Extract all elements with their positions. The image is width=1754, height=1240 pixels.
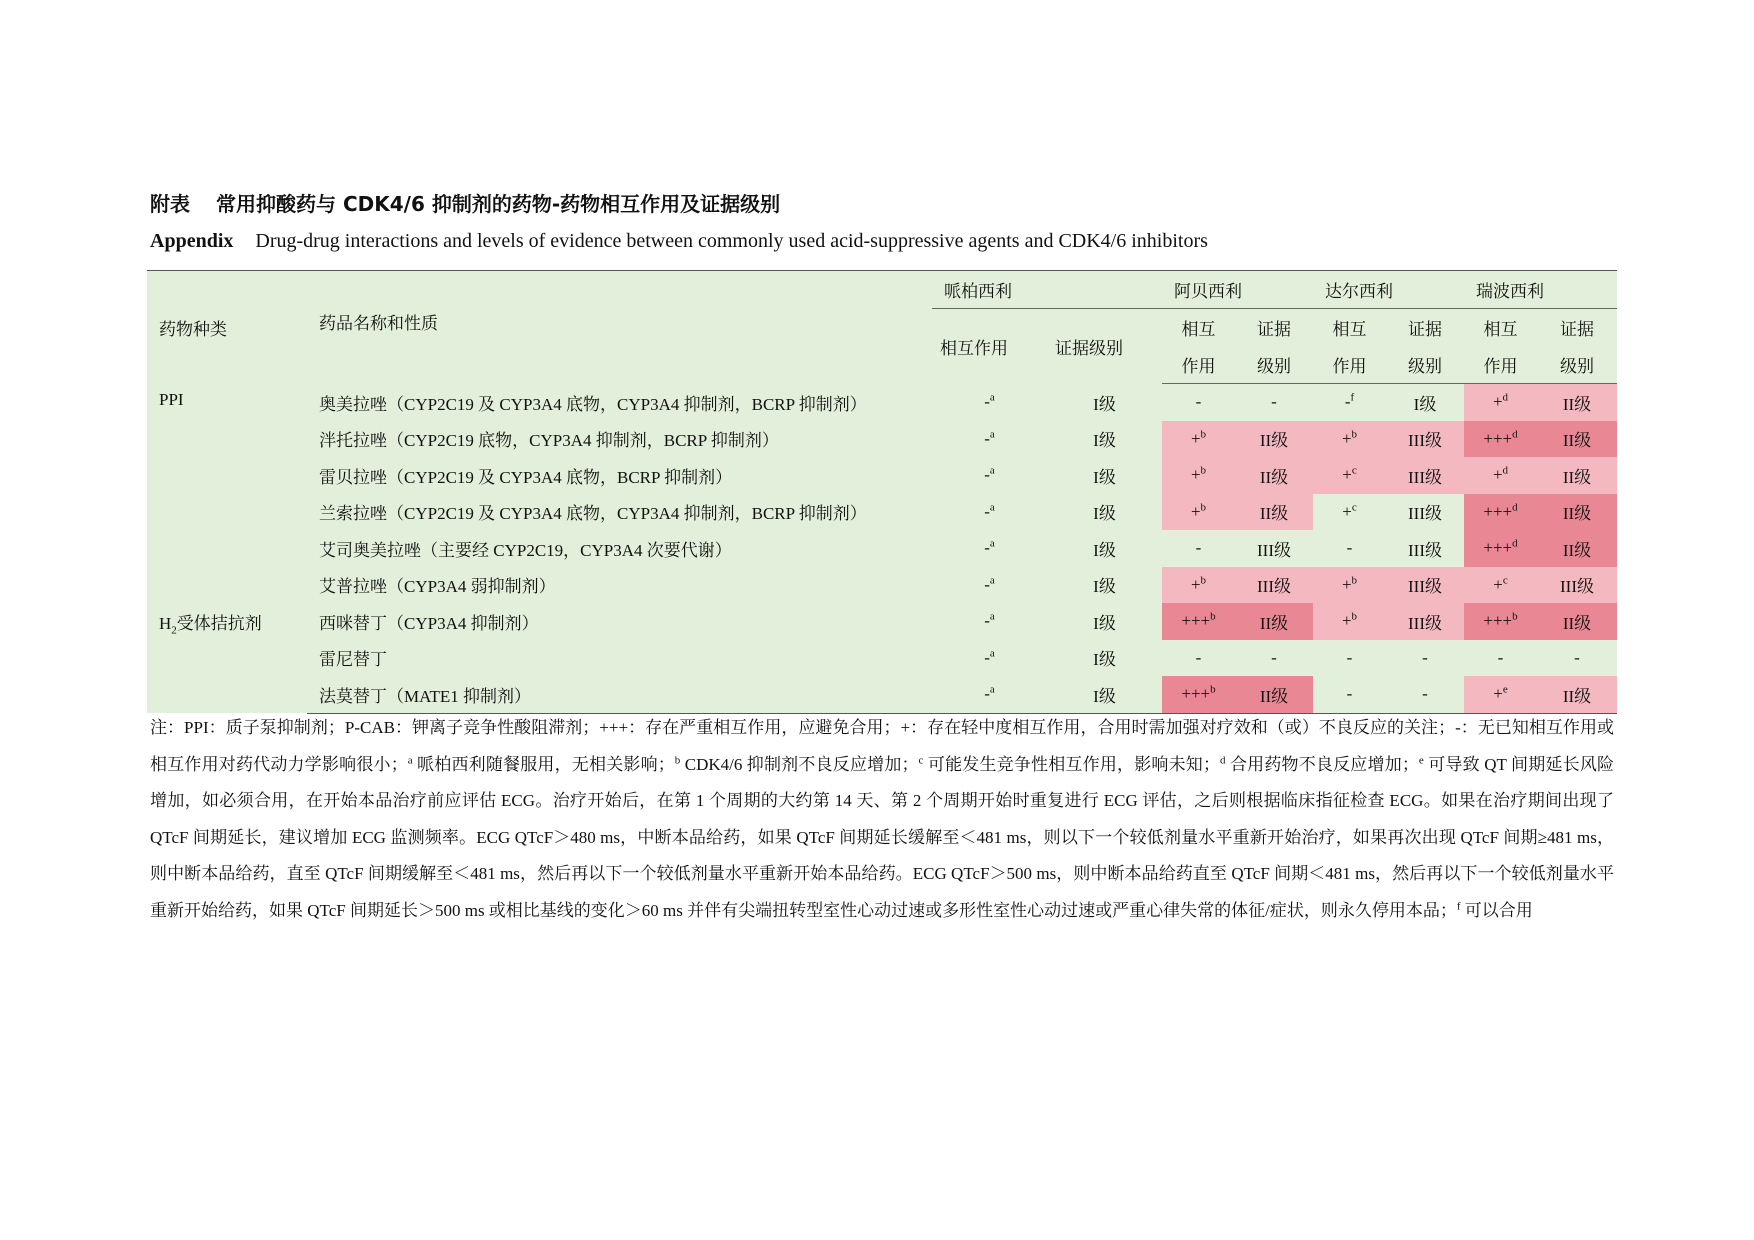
note-text: 可导致 QT 间期延长风险增加，如必须合用，在开始本品治疗前应评估 ECG。治疗开始后，在第 1 个周期的大约第 14 天、第 2 个周期开始时重复进行 ECG 评估，之后则根据临床指征检查 ECG。如果在治疗期间出现了 QTcF 间期延长，建议增加 ECG 监测频率。ECG QTcF＞480 ms，中断本品给药，如果 QTcF 间期延长缓解至＜481 ms，则以下一个较低剂量水平重新开始治疗，如果再次出现 QTcF 间期≥481 ms，则中断本品给药，直至 QTcF 间期缓解至＜481 ms，然后再以下一个较低剂量水平重新开始本品给药。ECG QTcF＞500 ms，则中断本品给药直至 QTcF 间期＜481 ms，然后再以下一个较低剂量水平重新开始给药，如果 QTcF 间期延长＞500 ms 或相比基线的变化＞60 ms 并伴有尖端扭转型室性心动过速或多形性室性心动过速或严重心律失常的体征/症状，则永久停用本品；: [150, 754, 1615, 920]
cell-value: -: [984, 684, 990, 704]
cell-footnote: a: [989, 574, 995, 587]
table-row: [147, 603, 1617, 640]
cell-footnote: a: [989, 683, 995, 696]
evidence-cell: [1235, 421, 1313, 458]
evidence-cell: [1047, 567, 1162, 604]
interaction-cell: [1162, 640, 1235, 677]
table-title-en: [150, 230, 1208, 253]
note-sup: a: [407, 753, 413, 766]
interaction-cell: [932, 640, 1047, 677]
evidence-cell: [1537, 603, 1617, 640]
header-ribo-evidence-1: 证据: [1560, 320, 1594, 339]
cell-value: -: [1497, 647, 1504, 667]
note-sup: c: [918, 753, 924, 766]
cell-value: I级: [1093, 431, 1116, 451]
cell-value: -: [1344, 392, 1351, 412]
cell-footnote: a: [989, 610, 995, 623]
cell-footnote: f: [1350, 391, 1355, 404]
cell-value: III级: [1408, 504, 1442, 524]
header-palbo-interaction: 相互作用: [940, 338, 1008, 358]
cell-value: +: [1493, 574, 1503, 594]
cell-footnote: d: [1512, 501, 1518, 514]
interaction-cell: [1464, 494, 1537, 531]
cell-value: II级: [1259, 686, 1289, 706]
note-text: 可以合用: [1460, 900, 1533, 920]
interaction-cell: [1313, 640, 1386, 677]
cell-value: -: [984, 465, 990, 485]
evidence-cell: [1537, 530, 1617, 567]
cell-value: III级: [1560, 577, 1594, 597]
header-abema-interaction-2: 作用: [1162, 346, 1235, 384]
note-sup: b: [674, 753, 681, 766]
cell-value: I级: [1093, 504, 1116, 524]
cell-value: -: [984, 611, 990, 631]
evidence-cell: [1235, 530, 1313, 567]
cell-value: I级: [1093, 686, 1116, 706]
cell-value: -: [1346, 647, 1353, 667]
note-sup: f: [1456, 899, 1461, 912]
table-row: [147, 640, 1617, 677]
evidence-cell: [1047, 676, 1162, 713]
cell-value: III级: [1257, 540, 1291, 560]
cell-value: II级: [1562, 686, 1592, 706]
h2-subscript: 2: [171, 623, 177, 636]
cell-value: +++: [1181, 684, 1211, 704]
interaction-cell: [1162, 567, 1235, 604]
h2-prefix: H: [159, 613, 172, 633]
cell-value: +: [1190, 501, 1201, 521]
cell-footnote: b: [1351, 574, 1358, 587]
interaction-table: [147, 270, 1617, 714]
note-sup: e: [1418, 753, 1424, 766]
interaction-cell: [1313, 530, 1386, 567]
cell-value: +: [1492, 465, 1503, 485]
cell-footnote: a: [989, 647, 995, 660]
evidence-cell: [1386, 421, 1464, 458]
header-abema-interaction-1: 相互: [1181, 320, 1216, 339]
cell-value: -: [984, 574, 990, 594]
evidence-cell: [1047, 494, 1162, 531]
cell-value: +: [1190, 428, 1201, 448]
table-row: [147, 530, 1617, 567]
interaction-cell: [932, 567, 1047, 604]
cell-value: +: [1190, 465, 1201, 485]
interaction-cell: [1162, 530, 1235, 567]
drug-name: 兰索拉唑（CYP2C19 及 CYP3A4 底物，CYP3A4 抑制剂，BCRP 抑制剂）: [307, 494, 932, 531]
cell-value: III级: [1408, 431, 1442, 451]
cell-value: III级: [1257, 577, 1291, 597]
cell-footnote: d: [1512, 537, 1518, 550]
cell-footnote: b: [1210, 683, 1216, 696]
interaction-cell: [1313, 421, 1386, 458]
cell-value: +: [1493, 684, 1503, 704]
evidence-cell: [1537, 567, 1617, 604]
header-dalpiciclib: 达尔西利: [1313, 271, 1464, 309]
interaction-cell: [1464, 457, 1537, 494]
cell-value: +: [1341, 611, 1352, 631]
header-ribo-interaction-2: 作用: [1464, 346, 1537, 384]
cell-footnote: c: [1351, 464, 1357, 477]
cell-footnote: a: [989, 537, 995, 550]
interaction-cell: [1162, 676, 1235, 713]
note-intro: 注：PPI：质子泵抑制剂；P-CAB：钾离子竞争性酸阻滞剂；+++：存在严重相互作用，应避免合用；+：存在轻中度相互作用，合用时需加强对疗效和（或）不良反应的关注；-：无已知相互作用或相互作用对药代动力学影响很小；: [150, 718, 1614, 774]
cell-value: II级: [1259, 504, 1289, 524]
title-en-label: Appendix: [150, 230, 234, 252]
evidence-cell: [1235, 640, 1313, 677]
cell-value: -: [984, 392, 990, 411]
header-ribociclib: 瑞波西利: [1464, 271, 1617, 309]
cell-value: I级: [1093, 650, 1116, 670]
evidence-cell: [1235, 494, 1313, 531]
interaction-cell: [1313, 494, 1386, 531]
note-text: 可能发生竞争性相互作用，影响未知；: [923, 754, 1220, 774]
cell-value: -: [1422, 647, 1428, 667]
note-text: 哌柏西利随餐服用，无相关影响；: [412, 754, 675, 774]
cell-footnote: b: [1512, 610, 1518, 623]
cell-value: III级: [1408, 467, 1442, 487]
cell-value: -: [1195, 538, 1202, 558]
cell-value: +++: [1483, 611, 1513, 631]
cell-footnote: b: [1351, 610, 1358, 623]
header-dalpi-interaction-2: 作用: [1313, 346, 1386, 384]
cell-value: III级: [1408, 577, 1442, 597]
evidence-cell: [1235, 384, 1313, 421]
cell-value: +++: [1483, 428, 1513, 448]
interaction-cell: [932, 494, 1047, 531]
table-header: [147, 271, 1617, 384]
cell-value: II级: [1562, 540, 1592, 560]
interaction-cell: [932, 676, 1047, 713]
evidence-cell: [1235, 676, 1313, 713]
interaction-cell: [1313, 676, 1386, 713]
cell-value: -: [1195, 647, 1202, 667]
cell-value: -: [1422, 684, 1428, 704]
cell-value: II级: [1259, 613, 1289, 633]
cell-value: I级: [1093, 540, 1116, 560]
cell-value: II级: [1562, 394, 1592, 414]
header-category: 药物种类: [147, 271, 307, 384]
cell-value: I级: [1093, 394, 1116, 414]
table-footnote: [150, 710, 1614, 929]
title-cn-label: 附表: [150, 192, 190, 216]
interaction-cell: [1162, 603, 1235, 640]
cell-footnote: d: [1502, 464, 1509, 477]
cell-footnote: d: [1502, 391, 1509, 404]
cell-value: II级: [1562, 504, 1592, 524]
evidence-cell: [1386, 530, 1464, 567]
cell-footnote: b: [1351, 428, 1358, 441]
table-row: [147, 384, 1617, 421]
cell-value: +: [1190, 574, 1201, 594]
cell-footnote: e: [1502, 683, 1508, 696]
cell-footnote: a: [989, 501, 995, 514]
h2-suffix: 受体拮抗剂: [176, 613, 262, 633]
table-body: [147, 384, 1617, 714]
evidence-cell: [1047, 384, 1162, 421]
header-palbo-evidence: 证据级别: [1055, 338, 1123, 358]
cell-value: -: [1271, 647, 1277, 667]
interaction-cell: [1313, 457, 1386, 494]
evidence-cell: [1537, 421, 1617, 458]
cell-value: II级: [1562, 613, 1592, 633]
cell-footnote: c: [1502, 574, 1508, 587]
cell-value: +: [1342, 501, 1352, 521]
evidence-cell: [1386, 457, 1464, 494]
evidence-cell: [1537, 640, 1617, 677]
evidence-cell: [1047, 421, 1162, 458]
header-ribo-evidence-2: 级别: [1537, 346, 1617, 384]
evidence-cell: [1386, 676, 1464, 713]
cell-footnote: a: [989, 428, 995, 441]
cell-value: +: [1341, 574, 1352, 594]
drug-name: 雷尼替丁: [307, 640, 932, 677]
cell-footnote: c: [1351, 501, 1357, 514]
evidence-cell: [1235, 567, 1313, 604]
cell-footnote: b: [1200, 501, 1207, 514]
table-row: [147, 457, 1617, 494]
cell-value: +: [1341, 428, 1352, 448]
interaction-cell: [1464, 421, 1537, 458]
cell-footnote: b: [1200, 574, 1207, 587]
title-en-text: Drug-drug interactions and levels of evidence between commonly used acid-suppressive agents and CDK4/6 inhibitors: [255, 230, 1208, 252]
table-row: [147, 567, 1617, 604]
cell-footnote: d: [1512, 428, 1518, 441]
evidence-cell: [1047, 457, 1162, 494]
cell-value: II级: [1562, 431, 1592, 451]
cell-value: +: [1492, 392, 1503, 412]
cell-value: I级: [1093, 467, 1116, 487]
header-abemaciclib: 阿贝西利: [1162, 271, 1313, 309]
drug-name: 雷贝拉唑（CYP2C19 及 CYP3A4 底物，BCRP 抑制剂）: [307, 457, 932, 494]
interaction-cell: [1464, 567, 1537, 604]
cell-value: -: [1195, 392, 1202, 412]
table-row: [147, 676, 1617, 713]
evidence-cell: [1537, 384, 1617, 421]
interaction-cell: [1162, 457, 1235, 494]
drug-name: 艾普拉唑（CYP3A4 弱抑制剂）: [307, 567, 932, 604]
note-text: 合用药物不良反应增加；: [1225, 754, 1419, 774]
evidence-cell: [1386, 494, 1464, 531]
cell-value: -: [984, 538, 990, 558]
table-row: [147, 494, 1617, 531]
drug-name: 奥美拉唑（CYP2C19 及 CYP3A4 底物，CYP3A4 抑制剂，BCRP 抑制剂）: [307, 384, 932, 421]
cell-value: +++: [1483, 538, 1513, 558]
cell-value: -: [1346, 684, 1353, 704]
interaction-cell: [1162, 421, 1235, 458]
interaction-cell: [932, 421, 1047, 458]
evidence-cell: [1537, 457, 1617, 494]
header-abema-evidence-1: 证据: [1257, 320, 1291, 339]
interaction-cell: [932, 384, 1047, 421]
interaction-cell: [1464, 384, 1537, 421]
evidence-cell: [1386, 567, 1464, 604]
cell-footnote: a: [989, 464, 995, 477]
cell-footnote: b: [1210, 610, 1216, 623]
cell-value: -: [984, 501, 990, 521]
header-dalpi-evidence-1: 证据: [1408, 320, 1442, 339]
evidence-cell: [1386, 384, 1464, 421]
header-dalpi-evidence-2: 级别: [1386, 346, 1464, 384]
cell-footnote: a: [989, 391, 995, 404]
evidence-cell: [1386, 603, 1464, 640]
interaction-cell: [1464, 603, 1537, 640]
cell-value: -: [1574, 647, 1580, 667]
cell-value: III级: [1408, 540, 1442, 560]
cell-footnote: b: [1200, 464, 1207, 477]
interaction-cell: [1464, 530, 1537, 567]
cell-value: III级: [1408, 613, 1442, 633]
interaction-cell: [932, 603, 1047, 640]
evidence-cell: [1235, 603, 1313, 640]
evidence-cell: [1047, 640, 1162, 677]
table-row: [147, 421, 1617, 458]
header-ribo-interaction-1: 相互: [1483, 320, 1518, 339]
note-sup: d: [1220, 753, 1226, 766]
evidence-cell: [1537, 494, 1617, 531]
interaction-cell: [932, 457, 1047, 494]
evidence-cell: [1047, 603, 1162, 640]
header-palbociclib: 哌柏西利: [932, 271, 1162, 309]
cell-value: -: [984, 428, 990, 448]
header-drug: 药品名称和性质: [307, 271, 932, 384]
drug-name: 艾司奥美拉唑（主要经 CYP2C19，CYP3A4 次要代谢）: [307, 530, 932, 567]
cell-value: +: [1342, 465, 1352, 485]
table-title-cn: [150, 188, 780, 217]
evidence-cell: [1047, 530, 1162, 567]
cell-value: II级: [1562, 467, 1592, 487]
interaction-cell: [1464, 640, 1537, 677]
title-cn-text: 常用抑酸药与 CDK4/6 抑制剂的药物-药物相互作用及证据级别: [216, 192, 781, 216]
cell-value: I级: [1093, 577, 1116, 597]
drug-name: 泮托拉唑（CYP2C19 底物，CYP3A4 抑制剂，BCRP 抑制剂）: [307, 421, 932, 458]
interaction-cell: [1313, 384, 1386, 421]
category-ppi: PPI: [147, 384, 307, 567]
header-dalpi-interaction-1: 相互: [1332, 320, 1367, 339]
evidence-cell: [1537, 676, 1617, 713]
drug-name: 法莫替丁（MATE1 抑制剂）: [307, 676, 932, 713]
drug-name: 西咪替丁（CYP3A4 抑制剂）: [307, 603, 932, 640]
interaction-cell: [1464, 676, 1537, 713]
cell-value: -: [1271, 392, 1277, 412]
cell-value: +++: [1181, 611, 1211, 631]
cell-footnote: b: [1200, 428, 1207, 441]
category-h2: [147, 567, 307, 714]
cell-value: II级: [1259, 431, 1289, 451]
cell-value: -: [984, 647, 990, 667]
interaction-cell: [1313, 567, 1386, 604]
interaction-cell: [1162, 384, 1235, 421]
interaction-cell: [932, 530, 1047, 567]
cell-value: II级: [1259, 467, 1289, 487]
header-abema-evidence-2: 级别: [1235, 346, 1313, 384]
note-text: CDK4/6 抑制剂不良反应增加；: [680, 754, 919, 774]
cell-value: I级: [1413, 394, 1437, 414]
evidence-cell: [1235, 457, 1313, 494]
interaction-cell: [1162, 494, 1235, 531]
cell-value: +++: [1483, 501, 1513, 521]
interaction-cell: [1313, 603, 1386, 640]
evidence-cell: [1386, 640, 1464, 677]
cell-value: -: [1346, 538, 1353, 558]
cell-value: I级: [1093, 613, 1116, 633]
